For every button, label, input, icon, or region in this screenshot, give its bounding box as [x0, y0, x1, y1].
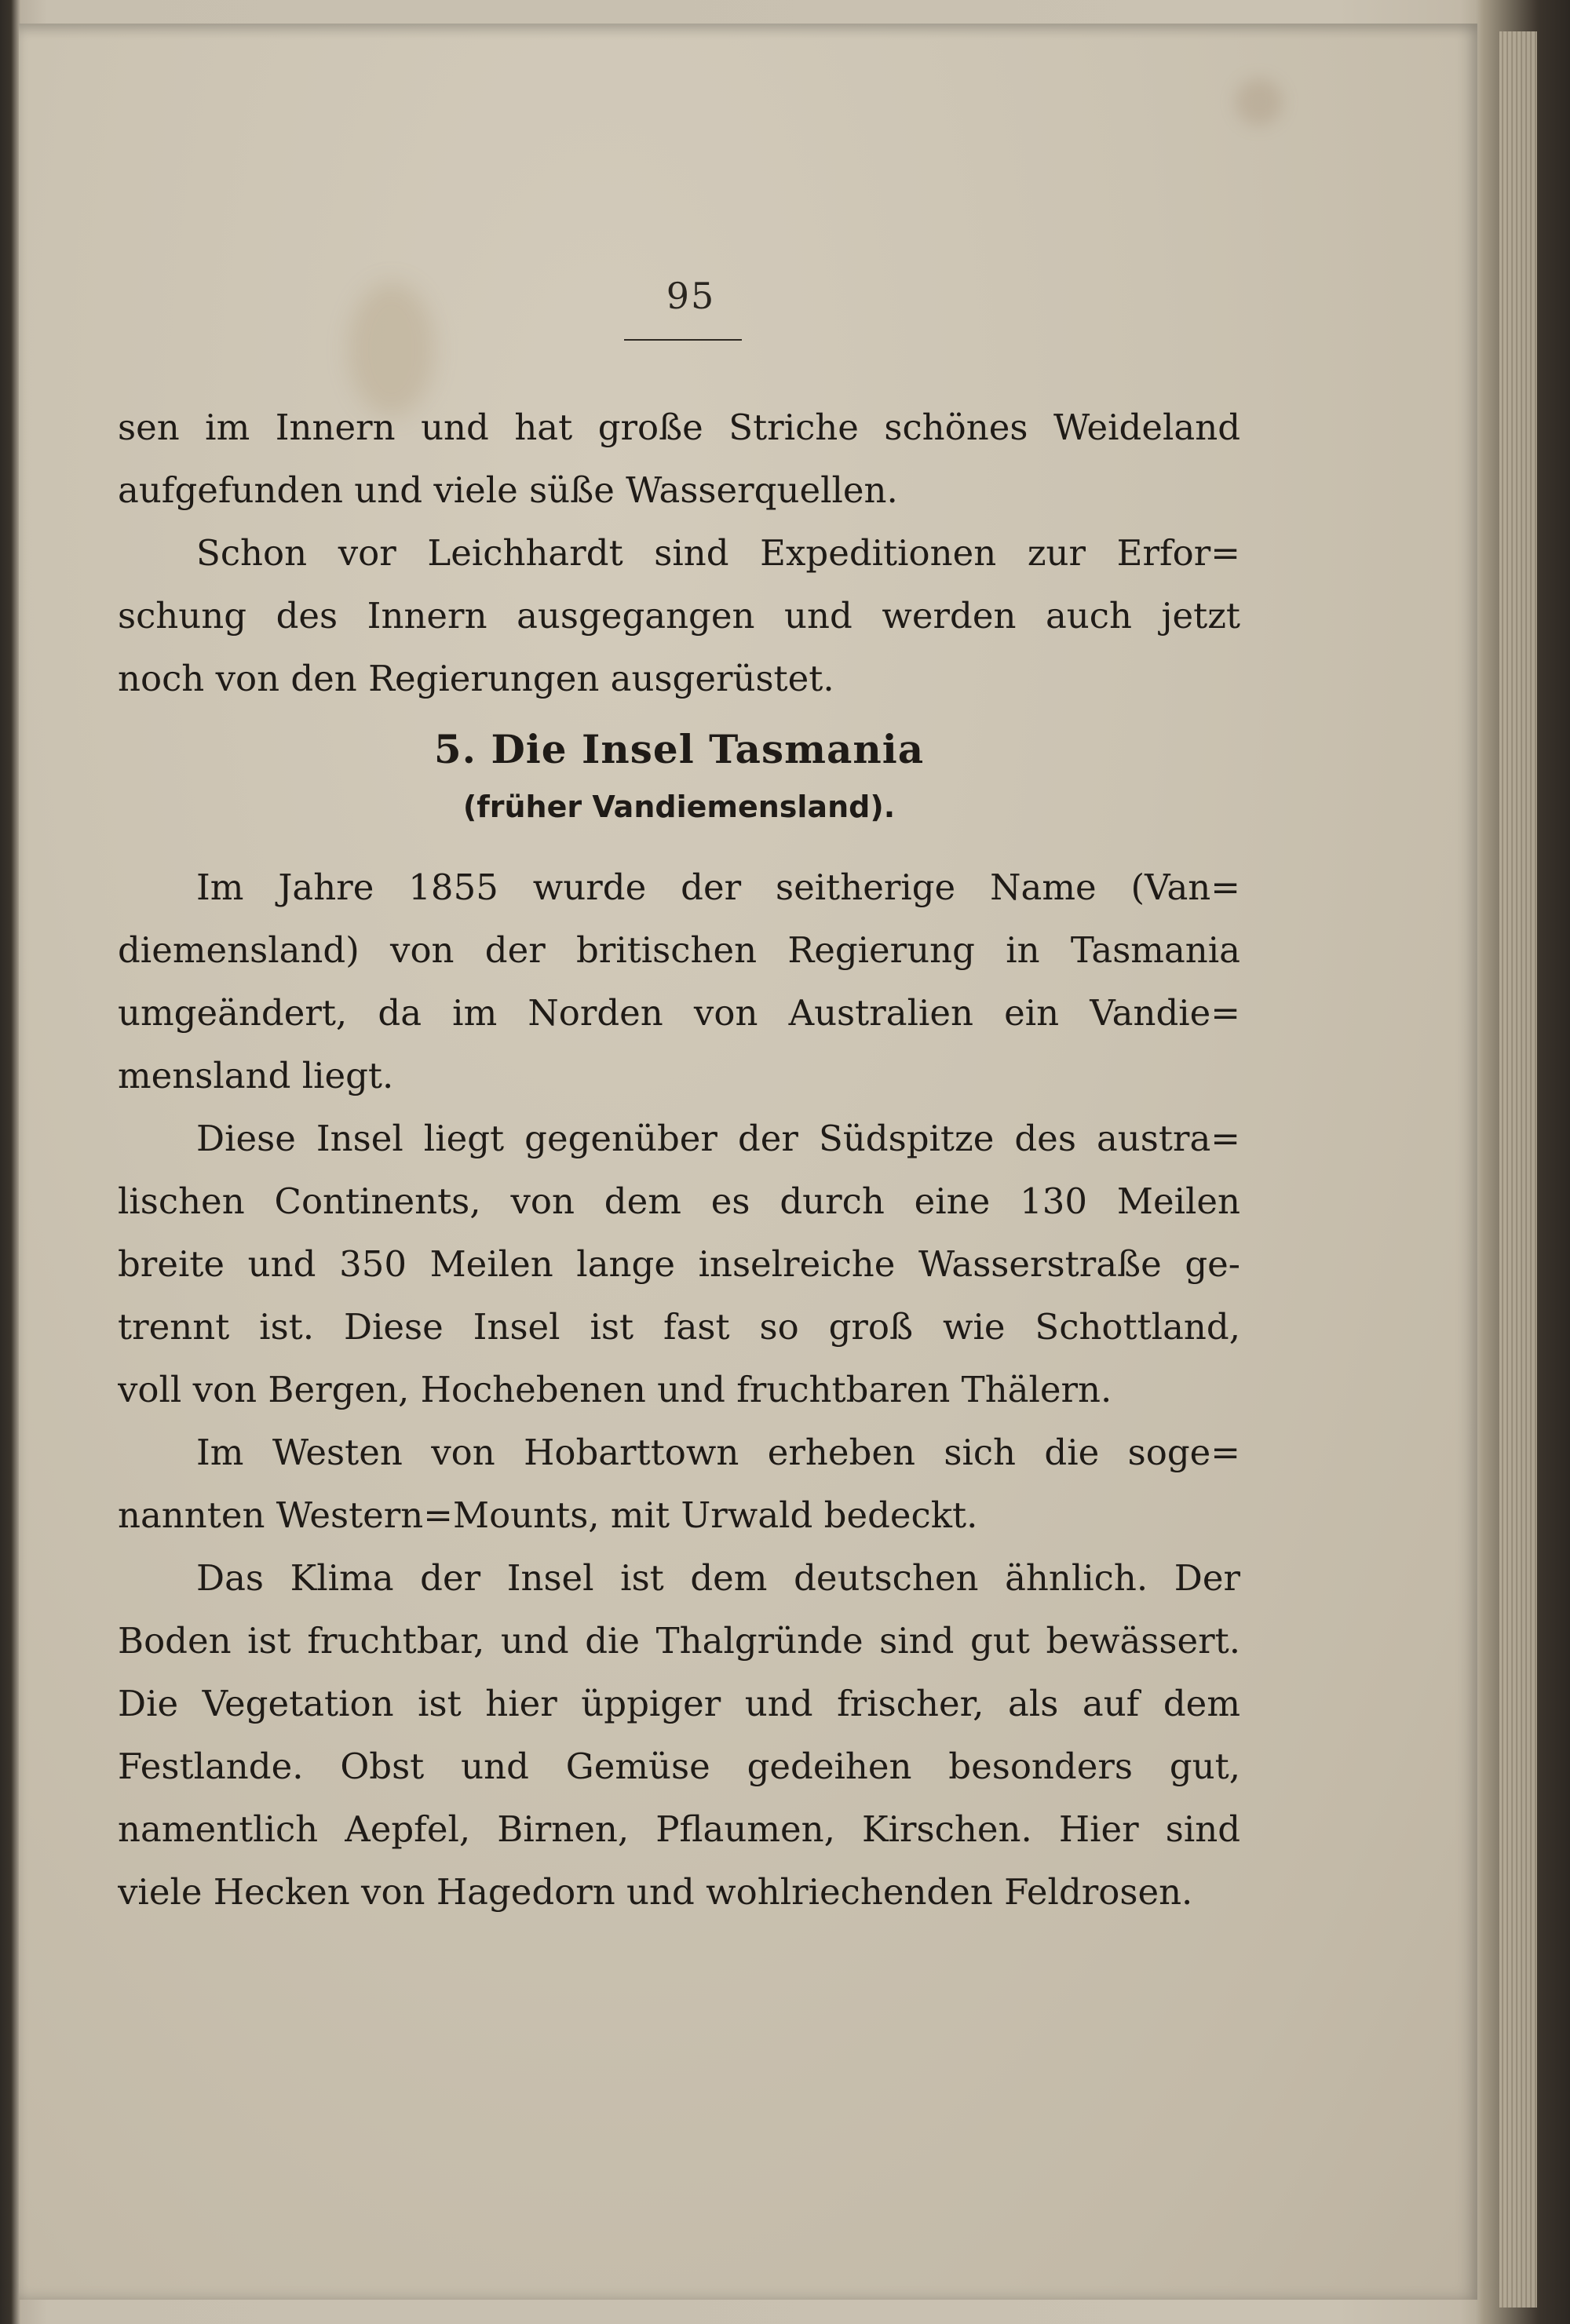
text-line: sen im Innern und hat große Striche schönes Weideland: [118, 407, 1240, 448]
text-line: mensland liegt.: [118, 1055, 394, 1096]
text-line: diemensland) von der britischen Regierung in Tasmania: [118, 929, 1240, 971]
text-line: aufgefunden und viele süße Wasserquellen.: [118, 469, 898, 511]
section-heading: 5. Die Insel Tasmania: [433, 726, 925, 772]
stain: [1236, 78, 1283, 126]
section-subheading: (früher Vandiemensland).: [462, 790, 896, 824]
text-line: noch von den Regierungen ausgerüstet.: [118, 658, 834, 699]
text-line: Im Westen von Hobarttown erheben sich die soge=: [196, 1432, 1240, 1473]
text-line: Boden ist fruchtbar, und die Thalgründe sind gut bewässert.: [118, 1620, 1240, 1662]
text-line: breite und 350 Meilen lange inselreiche Wasserstraße ge-: [118, 1243, 1240, 1285]
text-line: viele Hecken von Hagedorn und wohlriechenden Feldrosen.: [118, 1871, 1193, 1913]
text-line: Diese Insel liegt gegenüber der Südspitze des austra=: [196, 1118, 1240, 1159]
body-text: [118, 396, 1240, 1924]
text-line: Schon vor Leichhardt sind Expeditionen zur Erfor=: [196, 532, 1240, 574]
text-line: Das Klima der Insel ist dem deutschen ähnlich. Der: [196, 1557, 1240, 1599]
text-line: trennt ist. Diese Insel ist fast so groß wie Schottland,: [118, 1306, 1240, 1348]
text-line: nannten Western=Mounts, mit Urwald bedeckt.: [118, 1494, 978, 1536]
text-line: lischen Continents, von dem es durch eine 130 Meilen: [118, 1180, 1240, 1222]
text-line: namentlich Aepfel, Birnen, Pflaumen, Kirschen. Hier sind: [118, 1808, 1240, 1850]
text-line: Im Jahre 1855 wurde der seitherige Name (Van=: [196, 866, 1240, 908]
page-number-rule: [624, 339, 742, 341]
text-line: voll von Bergen, Hochebenen und fruchtbaren Thälern.: [118, 1369, 1112, 1410]
text-line: Festlande. Obst und Gemüse gedeihen besonders gut,: [118, 1746, 1240, 1787]
text-line: schung des Innern ausgegangen und werden auch jetzt: [118, 595, 1240, 637]
page-number: 95: [666, 275, 716, 317]
text-line: Die Vegetation ist hier üppiger und frischer, als auf dem: [118, 1683, 1240, 1724]
text-line: umgeändert, da im Norden von Australien ein Vandie=: [118, 992, 1240, 1034]
page-edges: [1499, 31, 1537, 2308]
